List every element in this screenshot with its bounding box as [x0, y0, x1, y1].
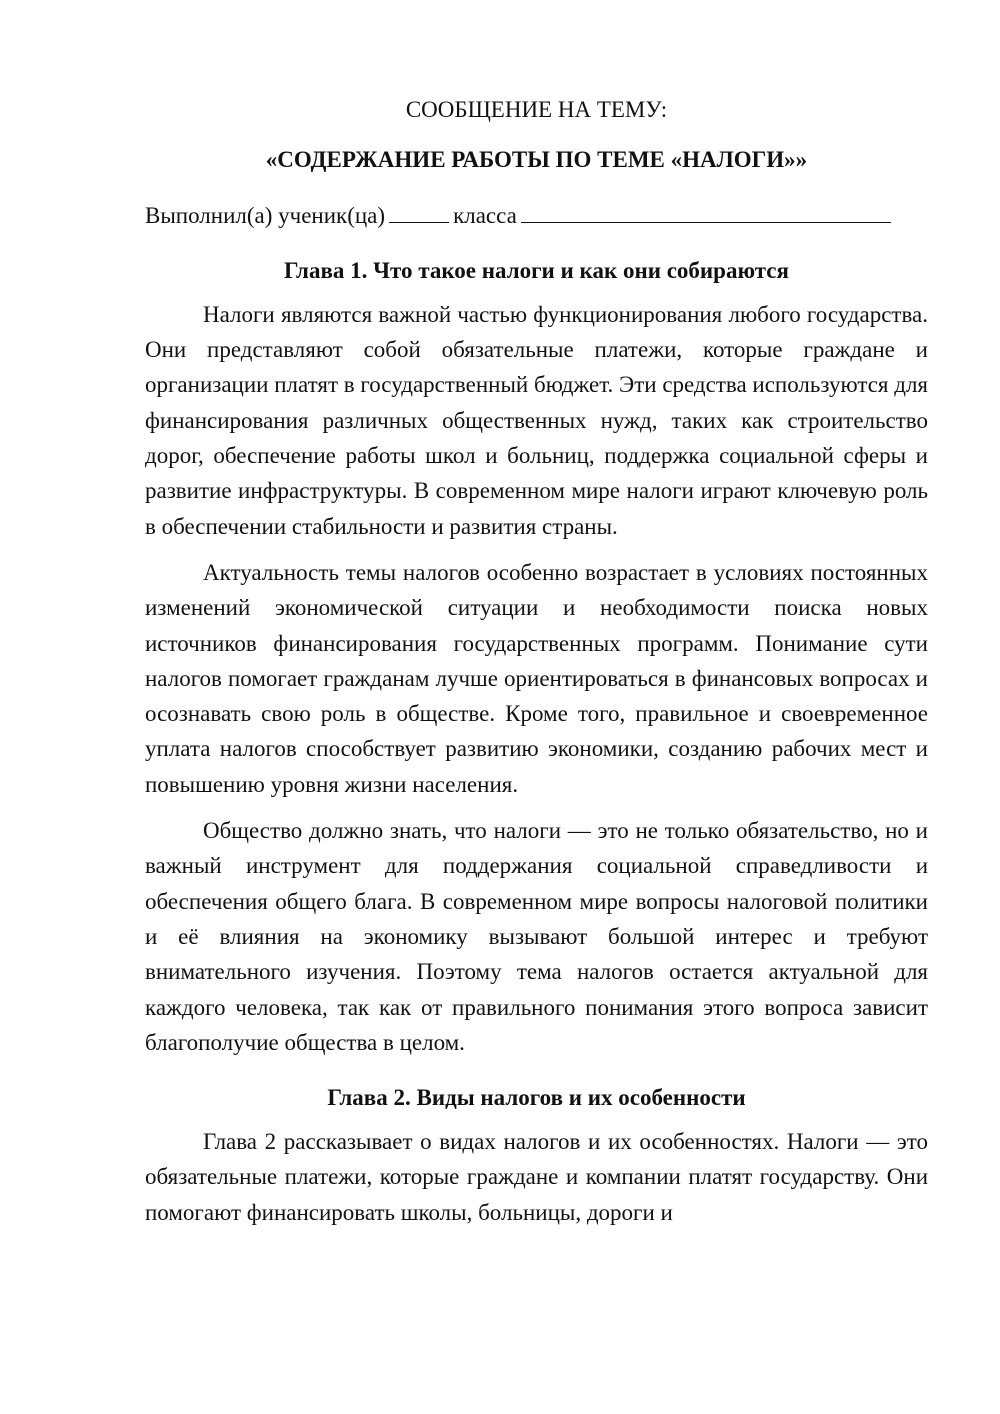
chapter-2-paragraph: Глава 2 рассказывает о видах налогов и их особенностях. Налоги — это обязательные платежи, которые граждане и компании платят государству. Они помогают финансировать школы, больницы, дороги и	[145, 1129, 928, 1225]
author-line	[145, 198, 928, 233]
author-class-label: класса	[453, 202, 517, 228]
chapter-1-paragraph: Актуальность темы налогов особенно возрастает в условиях постоянных изменений экономической ситуации и необходимости поиска новых источников финансирования государственных программ. Понимание сути налогов помогает гражданам лучше ориентироваться в финансовых вопросах и осознавать свою роль в обществе. Кроме того, правильное и своевременное уплата налогов способствует развитию экономики, созданию рабочих мест и повышению уровня жизни населения.	[145, 559, 928, 797]
author-prefix: Выполнил(а) ученик(ца)	[145, 202, 386, 228]
chapter-1-paragraph: Общество должно знать, что налоги — это не только обязательство, но и важный инструмент для поддержания социальной справедливости и обеспечения общего блага. В современном мире вопросы налоговой политики и её влияния на экономику вызывают большой интерес и требуют внимательного изучения. Поэтому тема налогов остается актуальной для каждого человека, так как от правильного понимания этого вопроса зависит благополучие общества в целом.	[145, 818, 928, 1055]
student-name-blank	[521, 200, 891, 223]
chapter-2-heading: Глава 2. Виды налогов и их особенности	[327, 1085, 746, 1111]
document-title-line-2: «СОДЕРЖАНИЕ РАБОТЫ ПО ТЕМЕ «НАЛОГИ»»	[265, 147, 808, 173]
chapter-1-heading: Глава 1. Что такое налоги и как они собираются	[284, 257, 789, 283]
document-page	[145, 90, 928, 1241]
class-number-blank	[389, 200, 449, 223]
chapter-1-paragraph: Налоги являются важной частью функционирования любого государства. Они представляют собой обязательные платежи, которые граждане и организации платят в государственный бюджет. Эти средства используются для финансирования различных общественных нужд, таких как строительство дорог, обеспечение работы школ и больниц, поддержка социальной сферы и развитие инфраструктуры. В современном мире налоги играют ключевую роль в обеспечении стабильности и развития страны.	[145, 301, 929, 539]
document-title-line-1: СООБЩЕНИЕ НА ТЕМУ:	[405, 97, 668, 122]
